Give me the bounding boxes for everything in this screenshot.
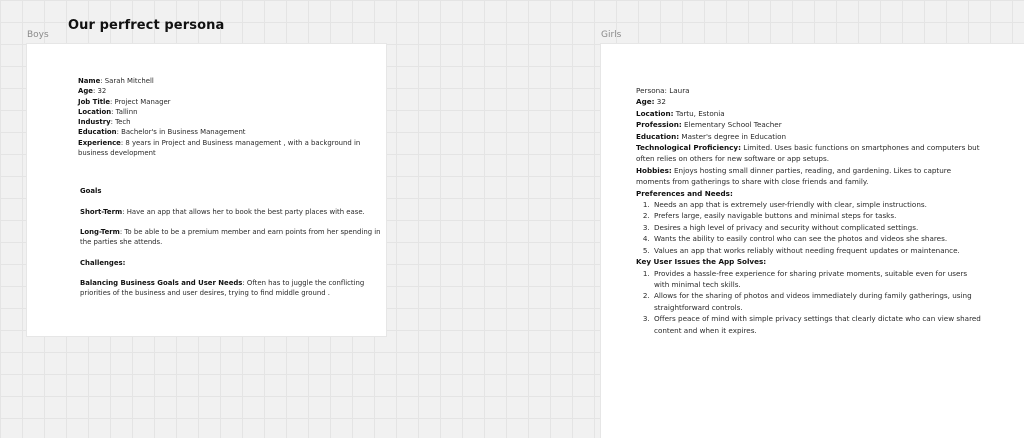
girls-persona-frame[interactable] (601, 44, 1024, 438)
challenges-heading: Challenges: (80, 258, 126, 267)
issues-heading: Key User Issues the App Solves: (636, 257, 767, 267)
short-term-line: Short-Term: Have an app that allows her to book the best party places with ease. (80, 207, 365, 216)
list-item: 3. Desires a high level of privacy and security without complicated settings. (652, 222, 981, 233)
board-title: Our perfrect persona (68, 18, 225, 33)
tech-proficiency-line: Technological Proficiency: Limited. Uses basic functions on smartphones and computers but often relies on others for new software or app setups. (636, 143, 980, 164)
long-term-line: Long-Term: To be able to be a premium member and earn points from her spending in the parties she attends. (80, 227, 381, 247)
list-item: 1. Provides a hassle-free experience for sharing private moments, suitable even for users with minimal tech skills. (652, 268, 981, 291)
boys-persona-frame[interactable] (27, 44, 386, 336)
boys-persona-text[interactable] (78, 76, 388, 298)
experience-line: Experience: 8 years in Project and Business management , with a background in business development (78, 138, 361, 158)
girls-persona-text[interactable] (636, 85, 981, 336)
profession-line: Profession: Elementary School Teacher (636, 120, 782, 130)
hobbies-line: Hobbies: Enjoys hosting small dinner parties, reading, and gardening. Likes to capture moments from gatherings to share with close friends and family. (636, 165, 952, 187)
frame-label-boys[interactable]: Boys (27, 30, 49, 40)
list-item: 5. Values an app that works reliably without needing frequent updates or maintenance. (652, 245, 981, 256)
age-line: Age: 32 (78, 87, 107, 96)
location-line: Location: Tallinn (78, 107, 138, 116)
balancing-line: Balancing Business Goals and User Needs: Often has to juggle the conflicting priorities of the business and user desires, trying to find middle ground . (80, 278, 365, 298)
job-title-line: Job Title: Project Manager (78, 97, 171, 106)
issues-list (636, 268, 981, 336)
location-line: Location: Tartu, Estonia (636, 108, 725, 118)
frame-label-girls[interactable]: Girls (601, 30, 622, 40)
education-line: Education: Master's degree in Education (636, 131, 787, 141)
list-item: 4. Wants the ability to easily control who can see the photos and videos she shares. (652, 233, 981, 244)
preferences-heading: Preferences and Needs: (636, 188, 733, 198)
persona-name-line: Persona: Laura (636, 86, 690, 95)
age-line: Age: 32 (636, 97, 666, 107)
education-line: Education: Bachelor's in Business Management (78, 128, 246, 137)
list-item: 3. Offers peace of mind with simple privacy settings that clearly dictate who can view shared content and when it expires. (652, 313, 981, 336)
industry-line: Industry: Tech (78, 118, 131, 127)
preferences-list (636, 199, 981, 256)
name-line: Name: Sarah Mitchell (78, 77, 154, 85)
list-item: 1. Needs an app that is extremely user-friendly with clear, simple instructions. (652, 199, 981, 210)
list-item: 2. Allows for the sharing of photos and videos immediately during family gatherings, using straightforward controls. (652, 290, 981, 313)
goals-heading: Goals (80, 187, 102, 196)
list-item: 2. Prefers large, easily navigable buttons and minimal steps for tasks. (652, 210, 981, 221)
